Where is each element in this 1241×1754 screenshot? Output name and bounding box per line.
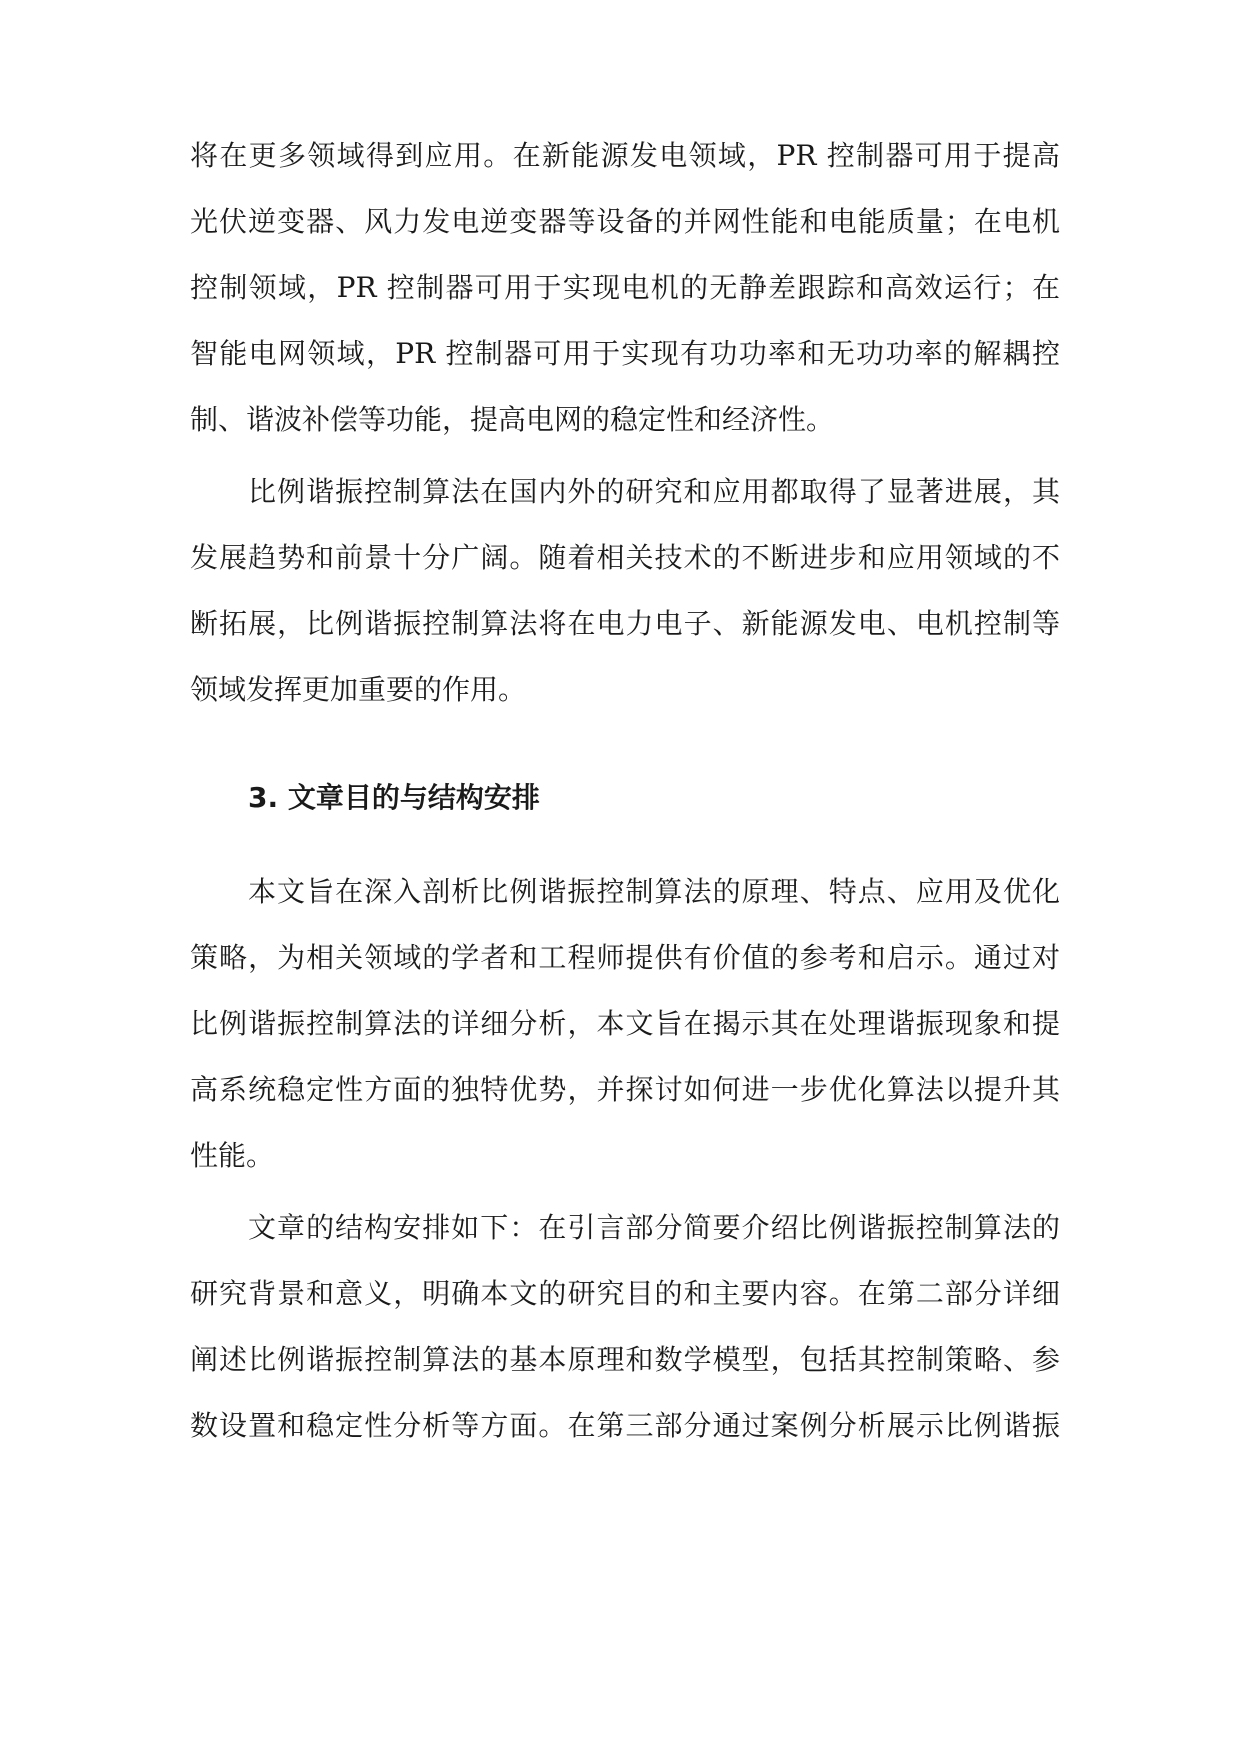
paragraph-2-line-3: 断拓展，比例谐振控制算法将在电力电子、新能源发电、电机控制等: [190, 607, 1060, 640]
paragraph-3-line-3: 比例谐振控制算法的详细分析，本文旨在揭示其在处理谐振现象和提: [190, 1007, 1060, 1040]
paragraph-4-line-4: 数设置和稳定性分析等方面。在第三部分通过案例分析展示比例谐振: [190, 1409, 1060, 1442]
paragraph-4-line-2: 研究背景和意义，明确本文的研究目的和主要内容。在第二部分详细: [190, 1277, 1060, 1310]
paragraph-3-line-5: 性能。: [190, 1139, 275, 1172]
paragraph-2-line-4: 领域发挥更加重要的作用。: [190, 673, 527, 706]
paragraph-1-line-1: 将在更多领域得到应用。在新能源发电领域，PR 控制器可用于提高: [190, 139, 1060, 172]
paragraph-3-line-4: 高系统稳定性方面的独特优势，并探讨如何进一步优化算法以提升其: [190, 1073, 1060, 1106]
paragraph-1-line-5: 制、谐波补偿等功能，提高电网的稳定性和经济性。: [190, 403, 835, 436]
paragraph-1-line-2: 光伏逆变器、风力发电逆变器等设备的并网性能和电能质量；在电机: [190, 205, 1060, 238]
section-heading: 3. 文章目的与结构安排: [248, 781, 540, 814]
paragraph-2-line-2: 发展趋势和前景十分广阔。随着相关技术的不断进步和应用领域的不: [190, 541, 1060, 574]
paragraph-3-line-2: 策略，为相关领域的学者和工程师提供有价值的参考和启示。通过对: [190, 941, 1060, 974]
paragraph-3-line-1: 本文旨在深入剖析比例谐振控制算法的原理、特点、应用及优化: [248, 875, 1060, 908]
paragraph-4-line-1: 文章的结构安排如下：在引言部分简要介绍比例谐振控制算法的: [248, 1211, 1060, 1244]
paragraph-1-line-3: 控制领域，PR 控制器可用于实现电机的无静差跟踪和高效运行；在: [190, 271, 1060, 304]
paragraph-1-line-4: 智能电网领域，PR 控制器可用于实现有功功率和无功功率的解耦控: [190, 337, 1060, 370]
paragraph-2-line-1: 比例谐振控制算法在国内外的研究和应用都取得了显著进展，其: [248, 475, 1060, 508]
paragraph-4-line-3: 阐述比例谐振控制算法的基本原理和数学模型，包括其控制策略、参: [190, 1343, 1060, 1376]
